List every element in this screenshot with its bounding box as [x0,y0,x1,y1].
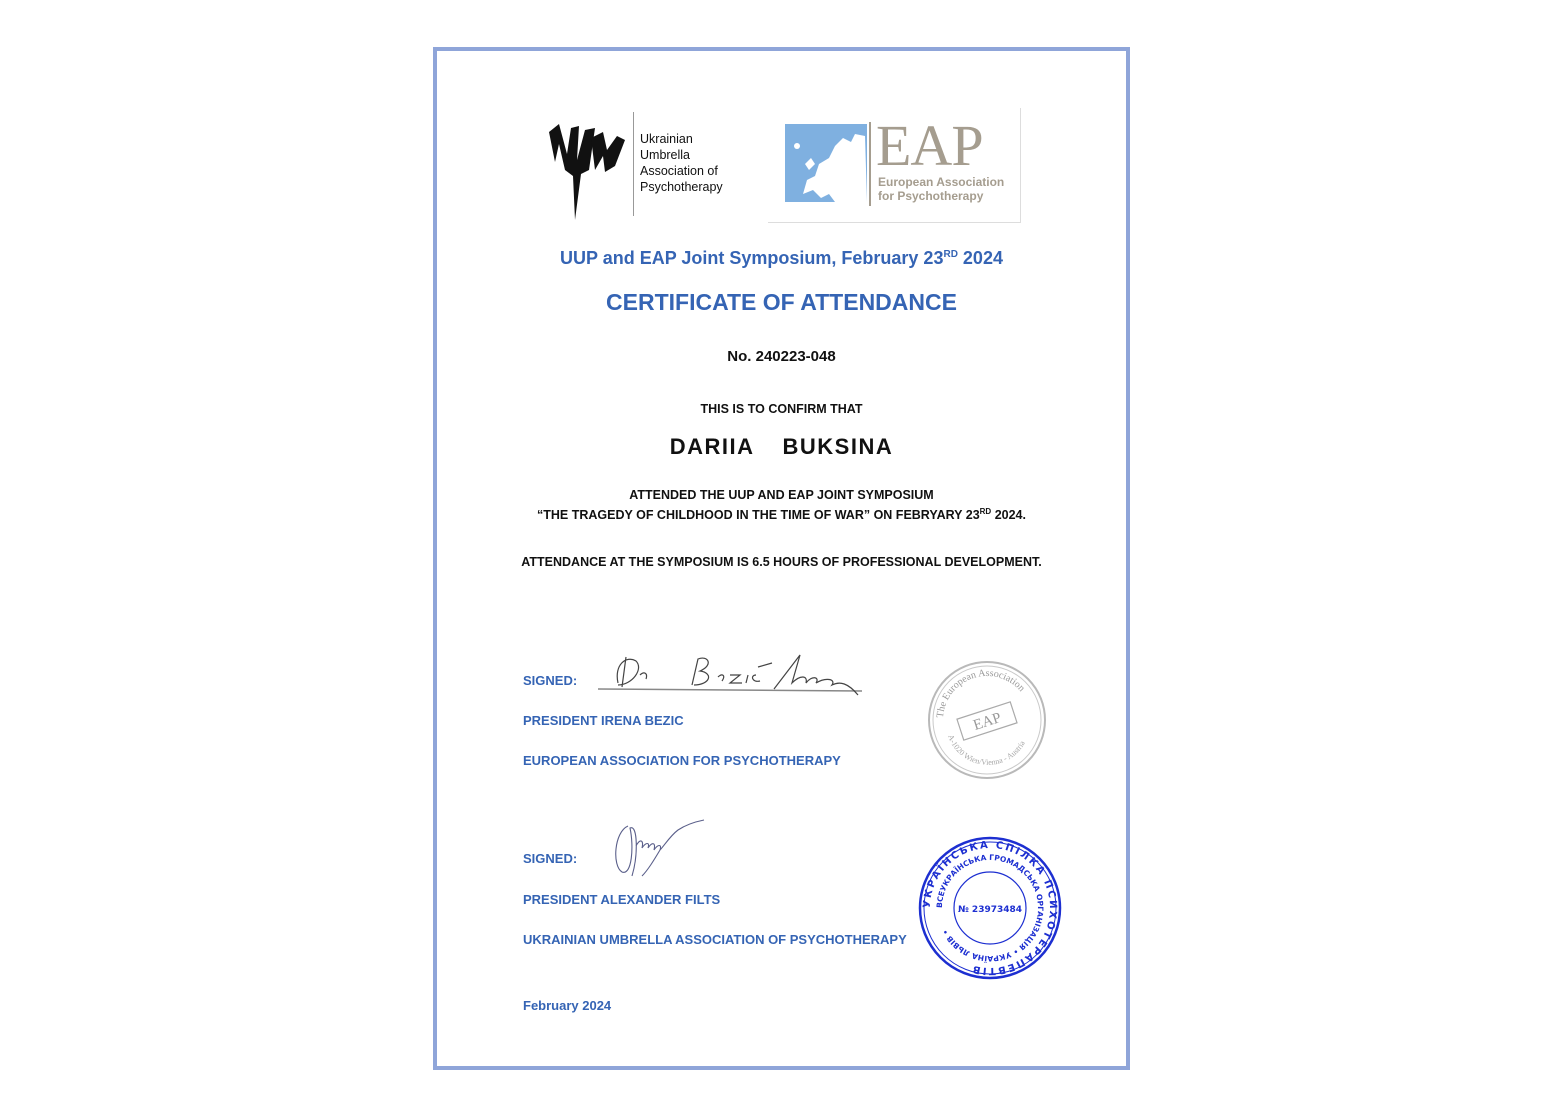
svg-text:A-1020 Wien/Vienna - Austria: A-1020 Wien/Vienna - Austria [946,733,1027,767]
eap-logo [768,108,1021,223]
uup-logo-divider [633,112,634,216]
certificate-number: No. 240223-048 [727,348,836,365]
eap-stamp [925,658,1049,782]
svg-text:EAP: EAP [971,709,1004,734]
uup-logo-line: Psychotherapy [640,180,723,194]
recipient-first-name: DARIIA [669,434,755,459]
certificate-title: CERTIFICATE OF ATTENDANCE [606,289,957,315]
europe-map-icon [785,124,867,202]
issue-date: February 2024 [523,998,612,1013]
signer-role-uup: PRESIDENT ALEXANDER FILTS [523,892,721,907]
eap-logo-text [878,175,1004,203]
attended-line-2 [433,508,1130,522]
eap-logo-line: European Association [878,175,1005,189]
attended-line-2-year: 2024. [991,508,1026,522]
svg-text:№ 23973484: № 23973484 [957,905,1023,915]
attended-line-1: ATTENDED THE UUP AND EAP JOINT SYMPOSIUM [629,488,934,502]
confirm-text: THIS IS TO CONFIRM THAT [700,402,863,416]
svg-text:УКРАЇНСЬКА СПІЛКА ПСИХОТЕРАПЕВ: УКРАЇНСЬКА СПІЛКА ПСИХОТЕРАПЕВТІВ [921,839,1059,977]
symposium-heading-sup: RD [943,249,958,260]
signed-label-uup: SIGNED: [523,851,578,866]
signer-role-eap: PRESIDENT IRENA BEZIC [523,713,684,728]
signature-filts [608,816,708,882]
uup-logo-line: Umbrella [640,148,691,162]
eap-logo-divider [869,122,871,206]
attended-line-2-sup: RD [979,506,992,516]
uup-logo-line: Ukrainian [640,132,693,146]
symposium-heading-year: 2024 [957,248,1003,268]
symposium-heading [433,248,1130,269]
recipient-last-name: BUKSINA [782,434,894,459]
uup-logo [545,110,735,222]
eap-logo-line: for Psychotherapy [878,189,984,203]
attended-line-2-text: “THE TRAGEDY OF CHILDHOOD IN THE TIME OF WAR” ON FEBRYARY 23 [537,508,980,522]
signed-label-eap: SIGNED: [523,673,578,688]
signer-org-eap: EUROPEAN ASSOCIATION FOR PSYCHOTHERAPY [523,753,841,768]
hours-statement: ATTENDANCE AT THE SYMPOSIUM IS 6.5 HOURS OF PROFESSIONAL DEVELOPMENT. [521,555,1042,569]
signer-org-uup: UKRAINIAN UMBRELLA ASSOCIATION OF PSYCHOTHERAPY [523,932,907,947]
svg-text:ВСЕУКРАЇНСЬКА ГРОМАДСЬКА ОРГАН: ВСЕУКРАЇНСЬКА ГРОМАДСЬКА ОРГАНІЗАЦІЯ • УКРАЇНА ЛЬВІВ • [934,852,1046,964]
eap-logo-mark: EAP [876,113,983,178]
uup-stamp [918,836,1062,980]
recipient-name [433,434,1130,460]
uup-logo-mark [545,110,625,222]
symposium-heading-text: UUP and EAP Joint Symposium, February 23 [560,248,944,268]
uup-logo-text [640,131,723,195]
signature-bezic [596,645,866,701]
uup-logo-line: Association of [640,164,718,178]
svg-text:The European Association: The European Association [934,667,1027,719]
